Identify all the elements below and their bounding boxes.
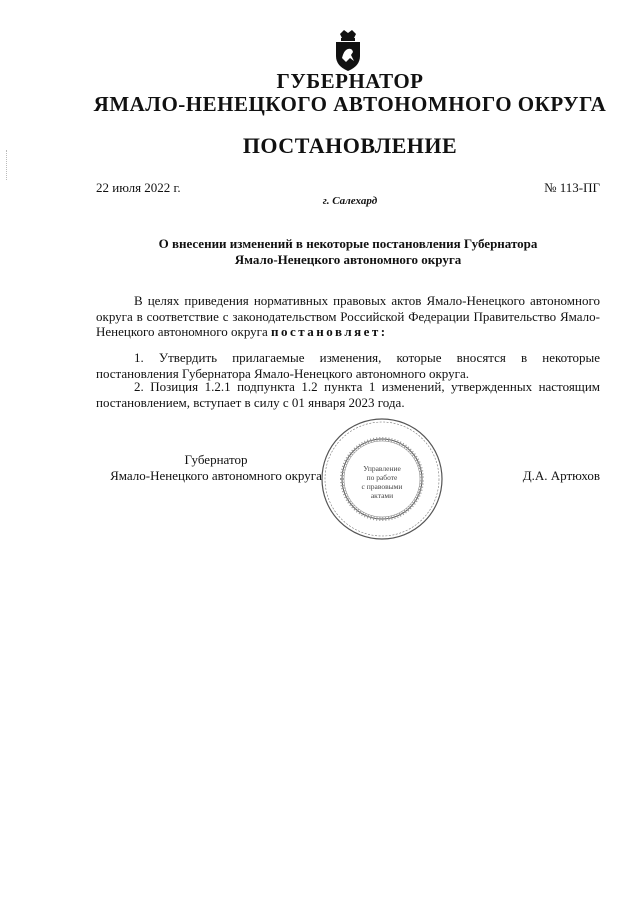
official-seal (320, 417, 444, 541)
seal-line-4: актами (370, 491, 394, 500)
signatory-position-line-2: Ямало-Ненецкого автономного округа (110, 468, 322, 483)
document-city: г. Салехард (322, 195, 378, 207)
region-title: ЯМАЛО-НЕНЕЦКОГО АВТОНОМНОГО ОКРУГА (93, 92, 607, 116)
coat-of-arms-icon (330, 28, 366, 72)
intro-paragraph (96, 293, 600, 340)
intro-verb: постановляет: (271, 324, 388, 339)
governor-title: ГУБЕРНАТОР (276, 69, 424, 93)
seal-line-2: по работе (366, 473, 398, 482)
intro-text: В целях приведения нормативных правовых актов Ямало-Ненецкого автономного округа в соответствие с законодательством Российской Федерации Правительство Ямало-Ненецкого автономного округа (96, 293, 600, 339)
document-date: 22 июля 2022 г. (96, 180, 181, 195)
document-number: № 113-ПГ (544, 180, 600, 195)
document-subject (96, 236, 600, 268)
subject-line-1: О внесении изменений в некоторые постановления Губернатора (158, 236, 538, 251)
subject-line-2: Ямало-Ненецкого автономного округа (234, 252, 462, 267)
signatory-name: Д.А. Артюхов (522, 468, 600, 483)
signatory-position (96, 452, 336, 484)
item-1 (96, 350, 600, 381)
seal-line-1: Управление (363, 464, 401, 473)
item-1-text: 1. Утвердить прилагаемые изменения, которые вносятся в некоторые постановления Губернатора Ямало-Ненецкого автономного округа. (96, 350, 600, 381)
seal-line-3: с правовыми (361, 482, 403, 491)
item-2 (96, 379, 600, 410)
signatory-position-line-1: Губернатор (184, 452, 248, 467)
item-2-text: 2. Позиция 1.2.1 подпункта 1.2 пункта 1 изменений, утвержденных настоящим постановлением, вступает в силу с 01 января 2023 года. (96, 379, 600, 410)
document-type: ПОСТАНОВЛЕНИЕ (242, 133, 458, 158)
